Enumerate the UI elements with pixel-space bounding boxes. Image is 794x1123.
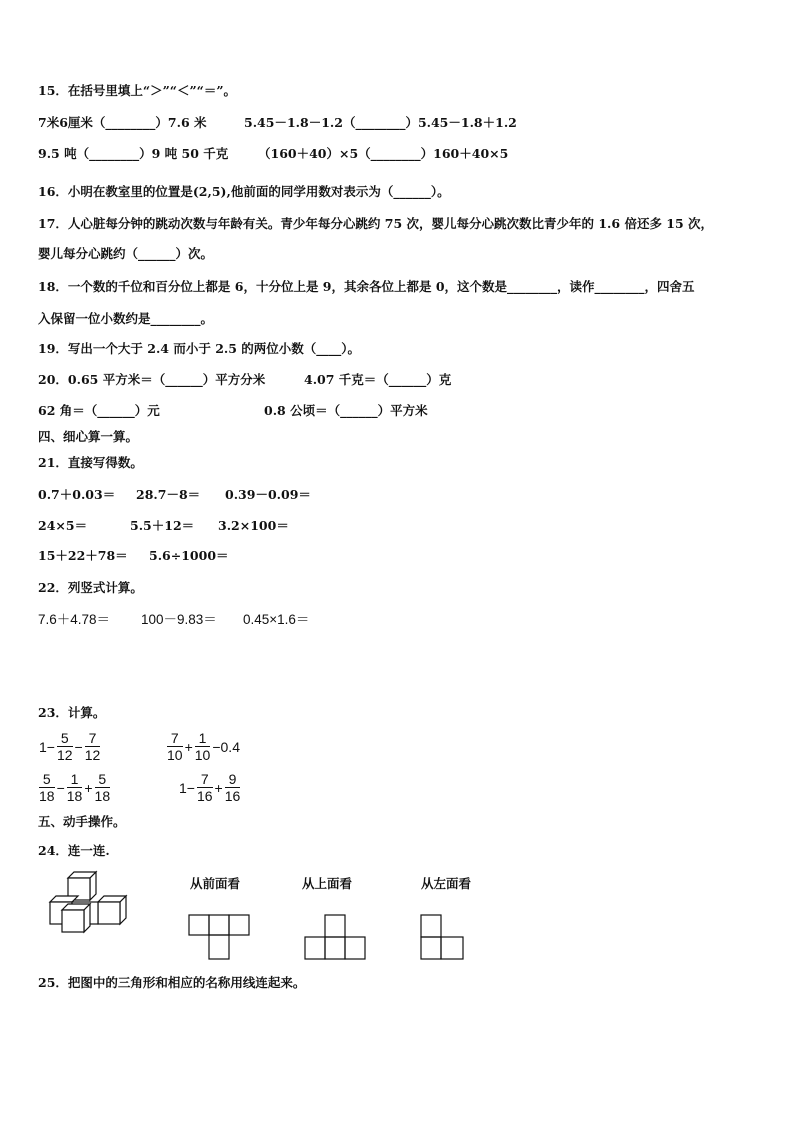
q21-r3-2: 5.6÷1000＝ bbox=[149, 548, 229, 563]
q21-title: 21．直接写得数。 bbox=[38, 455, 143, 470]
view-shape-3 bbox=[420, 914, 466, 960]
view-label-top: 从上面看 bbox=[302, 876, 353, 891]
q21-r3-1: 15＋22＋78＝ bbox=[38, 548, 128, 563]
q21-r1-1: 0.7＋0.03＝ bbox=[38, 487, 116, 502]
q21-r2-2: 5.5＋12＝ bbox=[130, 518, 195, 533]
section4-heading: 四、细心算一算。 bbox=[38, 429, 139, 444]
q25-text: 25．把图中的三角形和相应的名称用线连起来。 bbox=[38, 975, 306, 990]
cube-solid-figure bbox=[42, 868, 132, 940]
q18-line1: 18．一个数的千位和百分位上都是 6，十分位上是 9，其余各位上都是 0，这个数是________，读作________，四舍五 bbox=[38, 279, 695, 294]
q22-item-3: 0.45×1.6＝ bbox=[243, 612, 310, 627]
view-shape-1 bbox=[188, 914, 252, 960]
q21-r2-1: 24×5＝ bbox=[38, 518, 88, 533]
q22-item-1: 7.6＋4.78＝ bbox=[38, 612, 111, 627]
q21-r1-2: 28.7－8＝ bbox=[136, 487, 201, 502]
view-label-left: 从左面看 bbox=[421, 876, 472, 891]
q17-line2: 婴儿每分心跳约（______）次。 bbox=[38, 246, 214, 261]
q23-expr-1: 1− $\frac{5}{12}$ − $\frac{7}{12}$ bbox=[39, 730, 101, 763]
q21-r1-3: 0.39－0.09＝ bbox=[225, 487, 311, 502]
view-label-front: 从前面看 bbox=[190, 876, 241, 891]
q18-line2: 入保留一位小数约是________。 bbox=[38, 311, 214, 326]
view-shape-2 bbox=[304, 914, 368, 960]
q22-title: 22．列竖式计算。 bbox=[38, 580, 143, 595]
section5-heading: 五、动手操作。 bbox=[38, 814, 126, 829]
q20-b: 4.07 千克＝（______）克 bbox=[304, 372, 452, 387]
q24-title: 24．连一连. bbox=[38, 843, 110, 858]
q20-d: 0.8 公顷＝（______）平方米 bbox=[264, 403, 428, 418]
q23-title: 23．计算。 bbox=[38, 705, 106, 720]
q21-r2-3: 3.2×100＝ bbox=[218, 518, 289, 533]
q20-c: 62 角＝（______）元 bbox=[38, 403, 160, 418]
q17-line1: 17．人心脏每分钟的跳动次数与年龄有关。青少年每分心跳约 75 次，婴儿每分心跳次数比青少年的 1.6 倍还多 15 次， bbox=[38, 216, 714, 231]
q15-row1-b: 5.45－1.8－1.2（________）5.45－1.8＋1.2 bbox=[244, 115, 517, 130]
q23-expr-4: 1− $\frac{7}{16}$ + $\frac{9}{16}$ bbox=[179, 771, 241, 804]
q15-row2-b: （160＋40）×5（________）160＋40×5 bbox=[258, 146, 509, 161]
q23-expr-3: $\frac{5}{18}$ − $\frac{1}{18}$ + $\frac{5}{18}$ bbox=[39, 771, 111, 804]
q22-item-2: 100－9.83＝ bbox=[141, 612, 217, 627]
q20-a: 20．0.65 平方米＝（______）平方分米 bbox=[38, 372, 266, 387]
q16-text: 16．小明在教室里的位置是(2,5),他前面的同学用数对表示为（______）。 bbox=[38, 184, 450, 199]
q15-row2-a: 9.5 吨（________）9 吨 50 千克 bbox=[38, 146, 229, 161]
q19-text: 19．写出一个大于 2.4 而小于 2.5 的两位小数（____）。 bbox=[38, 341, 361, 356]
q23-expr-2: $\frac{7}{10}$ + $\frac{1}{10}$ −0.4 bbox=[167, 730, 240, 763]
q15-row1-a: 7米6厘米（________）7.6 米 bbox=[38, 115, 207, 130]
q15-title: 15．在括号里填上“＞”“＜”“＝”。 bbox=[38, 83, 237, 98]
